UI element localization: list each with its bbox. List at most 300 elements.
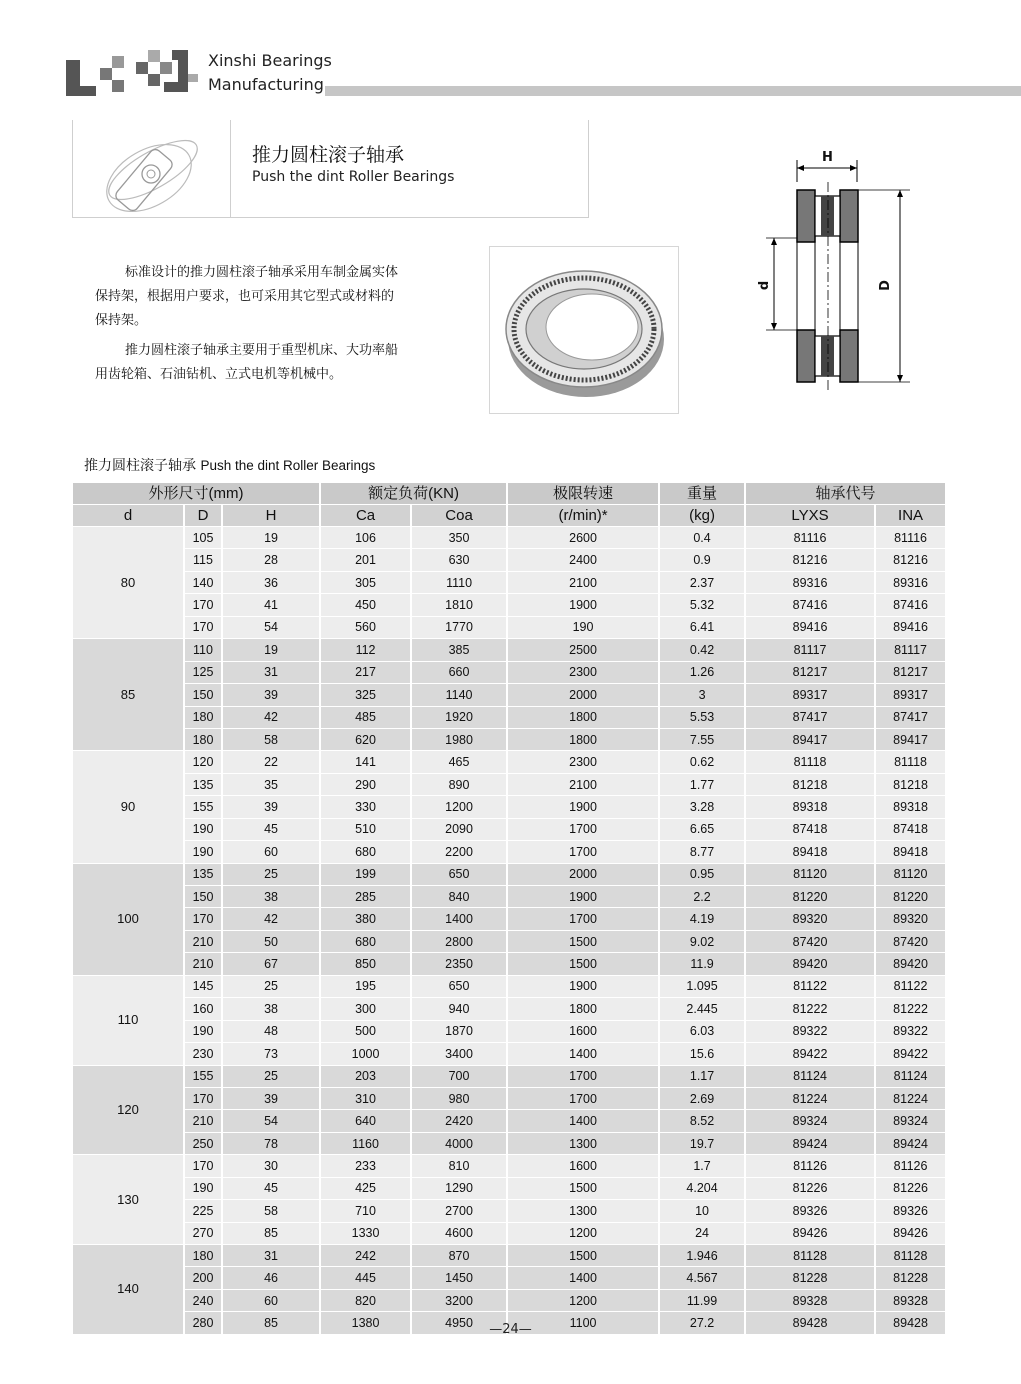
subheader-weight-unit: (kg) [659, 505, 745, 527]
cell-weight: 5.53 [659, 706, 745, 728]
diagram-label-d: d [757, 280, 773, 291]
cell-weight: 0.9 [659, 549, 745, 571]
cell-Coa: 4600 [411, 1222, 507, 1244]
cell-weight: 15.6 [659, 1043, 745, 1065]
cell-Ca: 203 [320, 1065, 411, 1087]
cell-weight: 2.445 [659, 998, 745, 1020]
description-line: 用齿轮箱、石油钻机、立式电机等机械中。 [95, 367, 343, 382]
cell-D: 190 [184, 1020, 222, 1042]
table-row [73, 594, 946, 616]
cell-H: 45 [222, 818, 320, 840]
cell-H: 31 [222, 661, 320, 683]
subheader-H: H [222, 505, 320, 527]
table-row [73, 549, 946, 571]
cell-Coa: 350 [411, 527, 507, 549]
cell-d: 110 [73, 975, 184, 1065]
cell-ina: 81117 [875, 639, 946, 661]
subheader-lyxs: LYXS [745, 505, 875, 527]
cell-D: 135 [184, 863, 222, 885]
cell-speed: 1900 [507, 975, 659, 997]
cell-Coa: 650 [411, 975, 507, 997]
cell-lyxs: 89316 [745, 571, 875, 593]
cell-Coa: 700 [411, 1065, 507, 1087]
table-row [73, 1245, 946, 1267]
cell-weight: 9.02 [659, 930, 745, 952]
cell-D: 155 [184, 796, 222, 818]
cell-Coa: 2090 [411, 818, 507, 840]
cell-Ca: 1330 [320, 1222, 411, 1244]
cell-D: 190 [184, 841, 222, 863]
cell-speed: 1400 [507, 1110, 659, 1132]
cell-D: 160 [184, 998, 222, 1020]
cell-lyxs: 81228 [745, 1267, 875, 1289]
cell-speed: 1100 [507, 1312, 659, 1334]
cell-D: 115 [184, 549, 222, 571]
description-line: 标准设计的推力圆柱滚子轴承采用车制金属实体 [125, 265, 399, 280]
table-row [73, 1155, 946, 1177]
cell-D: 210 [184, 1110, 222, 1132]
cell-Coa: 2800 [411, 930, 507, 952]
subheader-Ca: Ca [320, 505, 411, 527]
table-row [73, 1177, 946, 1199]
cell-weight: 1.946 [659, 1245, 745, 1267]
cell-lyxs: 81128 [745, 1245, 875, 1267]
cell-Coa: 630 [411, 549, 507, 571]
cell-Ca: 217 [320, 661, 411, 683]
subheader-speed-unit: (r/min)* [507, 505, 659, 527]
cell-ina: 89420 [875, 953, 946, 975]
cell-H: 41 [222, 594, 320, 616]
cell-weight: 24 [659, 1222, 745, 1244]
cell-speed: 1700 [507, 908, 659, 930]
cell-lyxs: 87418 [745, 818, 875, 840]
table-row [73, 1020, 946, 1042]
table-row [73, 773, 946, 795]
cell-ina: 81120 [875, 863, 946, 885]
table-row [73, 1267, 946, 1289]
table-header-row [73, 483, 946, 505]
cell-Coa: 4950 [411, 1312, 507, 1334]
cell-weight: 1.095 [659, 975, 745, 997]
cell-H: 54 [222, 1110, 320, 1132]
cell-Coa: 810 [411, 1155, 507, 1177]
cell-lyxs: 81118 [745, 751, 875, 773]
cell-H: 22 [222, 751, 320, 773]
cell-H: 42 [222, 908, 320, 930]
cell-speed: 1700 [507, 841, 659, 863]
cell-ina: 81217 [875, 661, 946, 683]
table-row [73, 908, 946, 930]
cell-speed: 2600 [507, 527, 659, 549]
cell-Ca: 199 [320, 863, 411, 885]
cell-speed: 1900 [507, 886, 659, 908]
cell-D: 170 [184, 594, 222, 616]
cell-H: 28 [222, 549, 320, 571]
table-heading-en: Push the dint Roller Bearings [200, 458, 376, 473]
cell-weight: 2.69 [659, 1087, 745, 1109]
cell-D: 170 [184, 616, 222, 638]
table-row [73, 886, 946, 908]
cell-speed: 1200 [507, 1289, 659, 1311]
table-row [73, 1110, 946, 1132]
cell-d: 90 [73, 751, 184, 863]
cell-Coa: 650 [411, 863, 507, 885]
cell-lyxs: 81124 [745, 1065, 875, 1087]
page-number: —24— [489, 1322, 532, 1337]
table-subheader-row [73, 505, 946, 527]
subheader-Coa: Coa [411, 505, 507, 527]
cell-D: 170 [184, 1155, 222, 1177]
cell-ina: 89422 [875, 1043, 946, 1065]
cell-Coa: 465 [411, 751, 507, 773]
title-box-divider [230, 120, 231, 217]
cell-weight: 7.55 [659, 728, 745, 750]
cell-H: 67 [222, 953, 320, 975]
cell-Ca: 620 [320, 728, 411, 750]
cell-speed: 2400 [507, 549, 659, 571]
cell-H: 38 [222, 886, 320, 908]
cell-ina: 81126 [875, 1155, 946, 1177]
cell-speed: 1600 [507, 1155, 659, 1177]
cell-D: 180 [184, 1245, 222, 1267]
table-row [73, 841, 946, 863]
table-body [73, 527, 946, 1335]
cell-d: 100 [73, 863, 184, 975]
table-row [73, 998, 946, 1020]
subheader-d: d [73, 505, 184, 527]
cross-section-drawing [752, 150, 922, 400]
table-row [73, 953, 946, 975]
cell-H: 73 [222, 1043, 320, 1065]
cell-weight: 6.65 [659, 818, 745, 840]
cell-speed: 2100 [507, 571, 659, 593]
bearing-cross-section-diagram [752, 150, 922, 400]
cell-Ca: 380 [320, 908, 411, 930]
cell-Ca: 112 [320, 639, 411, 661]
cell-lyxs: 89422 [745, 1043, 875, 1065]
cell-weight: 8.77 [659, 841, 745, 863]
table-row [73, 1087, 946, 1109]
cell-lyxs: 81218 [745, 773, 875, 795]
cell-lyxs: 89428 [745, 1312, 875, 1334]
cell-lyxs: 81117 [745, 639, 875, 661]
product-photo [489, 246, 679, 414]
cell-Ca: 330 [320, 796, 411, 818]
thrust-bearing-photo-icon [490, 247, 678, 413]
cell-Ca: 485 [320, 706, 411, 728]
cell-D: 150 [184, 684, 222, 706]
cell-D: 270 [184, 1222, 222, 1244]
cell-Ca: 820 [320, 1289, 411, 1311]
cell-ina: 89324 [875, 1110, 946, 1132]
cell-lyxs: 87420 [745, 930, 875, 952]
cell-H: 19 [222, 527, 320, 549]
cell-Coa: 2200 [411, 841, 507, 863]
cell-d: 80 [73, 527, 184, 639]
cell-ina: 89416 [875, 616, 946, 638]
cell-weight: 6.41 [659, 616, 745, 638]
cell-D: 190 [184, 818, 222, 840]
logo-mark-icon [64, 46, 210, 106]
cell-H: 42 [222, 706, 320, 728]
cell-weight: 1.77 [659, 773, 745, 795]
cell-speed: 1500 [507, 1245, 659, 1267]
cell-Ca: 285 [320, 886, 411, 908]
cell-Coa: 3200 [411, 1289, 507, 1311]
cell-D: 210 [184, 930, 222, 952]
cell-ina: 81128 [875, 1245, 946, 1267]
table-heading [84, 455, 375, 475]
cell-ina: 81122 [875, 975, 946, 997]
cell-D: 120 [184, 751, 222, 773]
cell-speed: 1300 [507, 1200, 659, 1222]
cell-H: 45 [222, 1177, 320, 1199]
cell-D: 155 [184, 1065, 222, 1087]
cell-Ca: 106 [320, 527, 411, 549]
cell-Ca: 305 [320, 571, 411, 593]
cell-D: 170 [184, 1087, 222, 1109]
cell-ina: 81116 [875, 527, 946, 549]
cell-ina: 81226 [875, 1177, 946, 1199]
cell-H: 25 [222, 1065, 320, 1087]
cell-speed: 1500 [507, 953, 659, 975]
cell-speed: 1600 [507, 1020, 659, 1042]
subheader-D: D [184, 505, 222, 527]
cell-H: 46 [222, 1267, 320, 1289]
cell-speed: 2100 [507, 773, 659, 795]
description-paragraph-1 [95, 261, 465, 333]
cell-speed: 1500 [507, 1177, 659, 1199]
cell-ina: 87416 [875, 594, 946, 616]
cell-lyxs: 81216 [745, 549, 875, 571]
cell-H: 39 [222, 1087, 320, 1109]
header-weight: 重量 [659, 483, 745, 505]
cell-D: 170 [184, 908, 222, 930]
cell-Coa: 1920 [411, 706, 507, 728]
diagram-label-H: H [822, 150, 833, 165]
cell-D: 190 [184, 1177, 222, 1199]
cell-Ca: 1160 [320, 1132, 411, 1154]
cell-H: 60 [222, 841, 320, 863]
cell-Ca: 425 [320, 1177, 411, 1199]
header-code: 轴承代号 [745, 483, 946, 505]
cell-speed: 1700 [507, 1065, 659, 1087]
bearing-sketch-icon [91, 128, 215, 216]
cell-speed: 190 [507, 616, 659, 638]
bearing-spec-table [73, 483, 947, 1335]
cell-ina: 89316 [875, 571, 946, 593]
cell-D: 240 [184, 1289, 222, 1311]
table-row [73, 930, 946, 952]
table-row [73, 1222, 946, 1244]
cell-weight: 10 [659, 1200, 745, 1222]
cell-D: 105 [184, 527, 222, 549]
description-paragraph-2 [95, 339, 465, 387]
cell-H: 31 [222, 1245, 320, 1267]
cell-Coa: 940 [411, 998, 507, 1020]
cell-D: 145 [184, 975, 222, 997]
table-row [73, 728, 946, 750]
cell-D: 110 [184, 639, 222, 661]
cell-Coa: 2700 [411, 1200, 507, 1222]
cell-lyxs: 89318 [745, 796, 875, 818]
cell-weight: 0.95 [659, 863, 745, 885]
cell-weight: 0.42 [659, 639, 745, 661]
cell-weight: 4.567 [659, 1267, 745, 1289]
cell-Ca: 195 [320, 975, 411, 997]
cell-lyxs: 89324 [745, 1110, 875, 1132]
cell-lyxs: 81126 [745, 1155, 875, 1177]
cell-speed: 1700 [507, 818, 659, 840]
cell-Coa: 1870 [411, 1020, 507, 1042]
cell-Coa: 840 [411, 886, 507, 908]
cell-ina: 81222 [875, 998, 946, 1020]
cell-D: 140 [184, 571, 222, 593]
cell-H: 60 [222, 1289, 320, 1311]
cell-speed: 1300 [507, 1132, 659, 1154]
cell-Ca: 445 [320, 1267, 411, 1289]
cell-weight: 4.204 [659, 1177, 745, 1199]
cell-speed: 1700 [507, 1087, 659, 1109]
cell-Ca: 500 [320, 1020, 411, 1042]
cell-lyxs: 87416 [745, 594, 875, 616]
table-row [73, 1065, 946, 1087]
cell-H: 78 [222, 1132, 320, 1154]
cell-Ca: 242 [320, 1245, 411, 1267]
cell-lyxs: 89426 [745, 1222, 875, 1244]
table-heading-cn: 推力圆柱滚子轴承 [84, 458, 196, 474]
description-line: 保持架，根据用户要求，也可采用其它型式或材料的 [95, 289, 395, 304]
cell-Coa: 870 [411, 1245, 507, 1267]
cell-speed: 1800 [507, 998, 659, 1020]
cell-Ca: 325 [320, 684, 411, 706]
cell-lyxs: 89418 [745, 841, 875, 863]
cell-lyxs: 89317 [745, 684, 875, 706]
cell-lyxs: 89328 [745, 1289, 875, 1311]
cell-Ca: 310 [320, 1087, 411, 1109]
cell-lyxs: 89420 [745, 953, 875, 975]
cell-ina: 87417 [875, 706, 946, 728]
cell-speed: 2000 [507, 684, 659, 706]
table-row [73, 706, 946, 728]
cell-weight: 5.32 [659, 594, 745, 616]
cell-ina: 81216 [875, 549, 946, 571]
cell-H: 39 [222, 796, 320, 818]
cell-d: 140 [73, 1245, 184, 1335]
cell-Ca: 450 [320, 594, 411, 616]
table-row [73, 751, 946, 773]
cell-Coa: 890 [411, 773, 507, 795]
cell-D: 180 [184, 706, 222, 728]
cell-ina: 89320 [875, 908, 946, 930]
cell-Ca: 201 [320, 549, 411, 571]
cell-H: 58 [222, 728, 320, 750]
cell-Coa: 4000 [411, 1132, 507, 1154]
cell-weight: 11.99 [659, 1289, 745, 1311]
cell-ina: 89326 [875, 1200, 946, 1222]
table-row [73, 571, 946, 593]
cell-H: 85 [222, 1222, 320, 1244]
cell-lyxs: 81222 [745, 998, 875, 1020]
cell-speed: 2000 [507, 863, 659, 885]
cell-H: 85 [222, 1312, 320, 1334]
cell-Ca: 1000 [320, 1043, 411, 1065]
cell-Ca: 1380 [320, 1312, 411, 1334]
cell-Ca: 710 [320, 1200, 411, 1222]
page-title-en: Push the dint Roller Bearings [252, 169, 455, 185]
cell-speed: 1900 [507, 594, 659, 616]
cell-ina: 87418 [875, 818, 946, 840]
cell-lyxs: 89320 [745, 908, 875, 930]
cell-Ca: 510 [320, 818, 411, 840]
cell-speed: 2300 [507, 661, 659, 683]
cell-Ca: 560 [320, 616, 411, 638]
table-row [73, 661, 946, 683]
cell-ina: 81224 [875, 1087, 946, 1109]
cell-D: 210 [184, 953, 222, 975]
cell-d: 120 [73, 1065, 184, 1155]
cell-speed: 1400 [507, 1267, 659, 1289]
cell-H: 19 [222, 639, 320, 661]
cell-Coa: 1810 [411, 594, 507, 616]
cell-lyxs: 89416 [745, 616, 875, 638]
cell-H: 35 [222, 773, 320, 795]
cell-Coa: 3400 [411, 1043, 507, 1065]
header-load: 额定负荷(KN) [320, 483, 507, 505]
company-name: Xinshi Bearings [208, 51, 332, 70]
cell-d: 130 [73, 1155, 184, 1245]
cell-speed: 2300 [507, 751, 659, 773]
cell-ina: 89417 [875, 728, 946, 750]
cell-Ca: 300 [320, 998, 411, 1020]
cell-ina: 89322 [875, 1020, 946, 1042]
cell-speed: 1500 [507, 930, 659, 952]
page-title-cn: 推力圆柱滚子轴承 [252, 144, 405, 166]
table-row [73, 818, 946, 840]
cell-ina: 81124 [875, 1065, 946, 1087]
cell-Coa: 1290 [411, 1177, 507, 1199]
cell-weight: 1.17 [659, 1065, 745, 1087]
cell-lyxs: 89322 [745, 1020, 875, 1042]
cell-lyxs: 81226 [745, 1177, 875, 1199]
cell-H: 30 [222, 1155, 320, 1177]
cell-H: 25 [222, 863, 320, 885]
cell-Ca: 680 [320, 930, 411, 952]
cell-Coa: 1200 [411, 796, 507, 818]
cell-lyxs: 87417 [745, 706, 875, 728]
cell-H: 25 [222, 975, 320, 997]
cell-speed: 1800 [507, 728, 659, 750]
cell-H: 36 [222, 571, 320, 593]
cell-Coa: 980 [411, 1087, 507, 1109]
cell-D: 150 [184, 886, 222, 908]
cell-weight: 8.52 [659, 1110, 745, 1132]
cell-weight: 3.28 [659, 796, 745, 818]
cell-Ca: 850 [320, 953, 411, 975]
header-speed: 极限转速 [507, 483, 659, 505]
diagram-label-D: D [877, 280, 893, 291]
cell-ina: 81228 [875, 1267, 946, 1289]
cell-d: 85 [73, 639, 184, 751]
cell-weight: 0.62 [659, 751, 745, 773]
table-row [73, 684, 946, 706]
cell-lyxs: 89424 [745, 1132, 875, 1154]
description-line: 推力圆柱滚子轴承主要用于重型机床、大功率船 [125, 343, 399, 358]
cell-D: 230 [184, 1043, 222, 1065]
cell-D: 135 [184, 773, 222, 795]
cell-weight: 1.26 [659, 661, 745, 683]
table-row [73, 796, 946, 818]
